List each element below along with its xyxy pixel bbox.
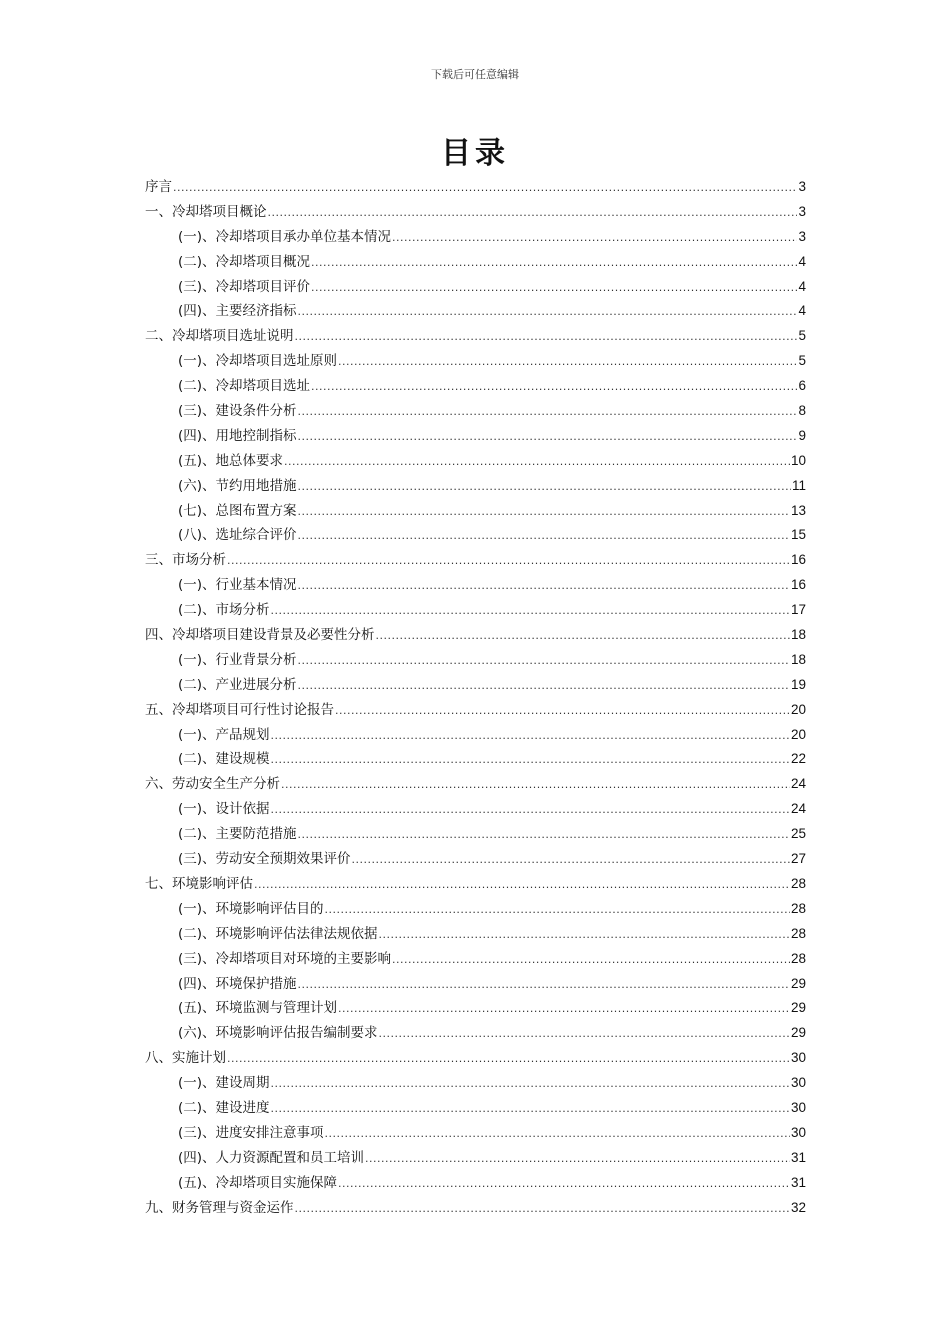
toc-entry-label: (二)、主要防范措施 [178, 826, 297, 843]
toc-entry-page-number: 16 [790, 552, 806, 568]
toc-entry-label: 五、冷却塔项目可行性讨论报告 [145, 701, 334, 718]
toc-entry-page-number: 30 [790, 1075, 806, 1091]
toc-entry-label: (三)、冷却塔项目评价 [178, 278, 311, 295]
toc-entry-label: (三)、冷却塔项目对环境的主要影响 [178, 950, 392, 967]
toc-entry-page-number: 30 [790, 1099, 806, 1115]
toc-entry-label: (二)、冷却塔项目选址 [178, 378, 311, 395]
toc-entry-label: (二)、建设进度 [178, 1099, 270, 1116]
toc-entry-label: (五)、地总体要求 [178, 452, 284, 469]
toc-entry-page-number: 20 [790, 701, 806, 717]
toc-entry-label: 三、市场分析 [145, 552, 226, 569]
table-of-contents [145, 175, 806, 1220]
toc-entry-page-number: 13 [790, 502, 806, 518]
toc-entry-page-number: 22 [790, 751, 806, 767]
toc-dot-leader [298, 425, 798, 450]
toc-entry-label: 四、冷却塔项目建设背景及必要性分析 [145, 627, 375, 644]
toc-entry[interactable] [145, 1196, 806, 1221]
toc-dot-leader [298, 649, 790, 674]
toc-dot-leader [325, 1122, 790, 1147]
toc-entry-page-number: 18 [790, 627, 806, 643]
toc-dot-leader [298, 574, 790, 599]
toc-entry-label: (一)、冷却塔项目承办单位基本情况 [178, 228, 392, 245]
toc-entry-label: (七)、总图布置方案 [178, 502, 297, 519]
toc-entry[interactable] [145, 1171, 806, 1196]
toc-dot-leader [352, 848, 790, 873]
toc-dot-leader [268, 201, 798, 226]
toc-entry[interactable] [145, 250, 806, 275]
toc-entry-page-number: 3 [798, 179, 806, 194]
toc-entry-page-number: 20 [790, 726, 806, 742]
toc-dot-leader [281, 773, 790, 798]
toc-entry[interactable] [145, 1021, 806, 1046]
toc-entry-page-number: 4 [798, 253, 806, 269]
toc-dot-leader [298, 500, 790, 525]
toc-entry-page-number: 4 [798, 278, 806, 294]
toc-dot-leader [338, 1172, 790, 1197]
toc-entry-label: (二)、冷却塔项目概况 [178, 253, 311, 270]
toc-entry-label: 序言 [145, 179, 172, 195]
toc-entry[interactable] [145, 996, 806, 1021]
toc-entry[interactable] [145, 523, 806, 548]
toc-entry-page-number: 3 [798, 203, 806, 219]
toc-dot-leader [392, 226, 797, 251]
toc-entry-page-number: 28 [790, 875, 806, 891]
toc-entry[interactable] [145, 772, 806, 797]
toc-entry-page-number: 18 [790, 651, 806, 667]
toc-entry[interactable] [145, 424, 806, 449]
toc-entry-page-number: 9 [798, 427, 806, 443]
toc-entry-label: (一)、行业基本情况 [178, 577, 297, 594]
toc-entry[interactable] [145, 698, 806, 723]
toc-entry-page-number: 5 [798, 328, 806, 344]
toc-entry-page-number: 4 [798, 303, 806, 319]
toc-entry-page-number: 3 [798, 228, 806, 244]
toc-dot-leader [295, 1197, 790, 1222]
toc-entry[interactable] [145, 200, 806, 225]
toc-entry-label: (一)、行业背景分析 [178, 651, 297, 668]
toc-dot-leader [379, 923, 790, 948]
toc-entry-label: 七、环境影响评估 [145, 875, 253, 892]
toc-entry-label: (六)、环境影响评估报告编制要求 [178, 1025, 378, 1042]
toc-entry-page-number: 17 [790, 602, 806, 618]
toc-entry-page-number: 28 [790, 925, 806, 941]
toc-entry[interactable] [145, 175, 806, 200]
toc-entry[interactable] [145, 972, 806, 997]
toc-entry[interactable] [145, 474, 806, 499]
toc-entry[interactable] [145, 1146, 806, 1171]
toc-dot-leader [311, 251, 797, 276]
toc-entry[interactable] [145, 1046, 806, 1071]
toc-entry-label: (五)、冷却塔项目实施保障 [178, 1174, 338, 1191]
toc-entry[interactable] [145, 275, 806, 300]
toc-entry-page-number: 27 [790, 851, 806, 867]
toc-entry[interactable] [145, 1096, 806, 1121]
toc-entry-page-number: 32 [790, 1199, 806, 1215]
toc-entry-page-number: 29 [790, 1000, 806, 1016]
toc-entry[interactable] [145, 299, 806, 324]
toc-entry[interactable] [145, 648, 806, 673]
toc-entry-label: (五)、环境监测与管理计划 [178, 1000, 338, 1017]
toc-entry-label: 二、冷却塔项目选址说明 [145, 328, 294, 345]
toc-dot-leader [365, 1147, 790, 1172]
toc-entry[interactable] [145, 225, 806, 250]
toc-dot-leader [271, 798, 790, 823]
toc-entry-label: 八、实施计划 [145, 1050, 226, 1067]
toc-dot-leader [298, 973, 790, 998]
toc-entry-label: (二)、环境影响评估法律法规依据 [178, 925, 378, 942]
toc-entry[interactable] [145, 747, 806, 772]
toc-entry-label: 六、劳动安全生产分析 [145, 776, 280, 793]
toc-entry-label: 一、冷却塔项目概论 [145, 203, 267, 220]
toc-entry[interactable] [145, 349, 806, 374]
toc-entry[interactable] [145, 449, 806, 474]
toc-dot-leader [311, 276, 797, 301]
header-note: 下载后可任意编辑 [431, 68, 519, 81]
toc-entry-label: (一)、环境影响评估目的 [178, 900, 324, 917]
toc-entry-label: (三)、建设条件分析 [178, 403, 297, 420]
toc-entry-page-number: 31 [790, 1149, 806, 1165]
toc-entry-label: (一)、建设周期 [178, 1075, 270, 1092]
toc-entry-page-number: 31 [790, 1174, 806, 1190]
toc-dot-leader [379, 1022, 790, 1047]
toc-entry[interactable] [145, 1121, 806, 1146]
toc-entry-page-number: 6 [798, 378, 806, 394]
toc-entry-label: (二)、市场分析 [178, 602, 270, 619]
toc-entry-page-number: 10 [790, 452, 806, 468]
toc-entry-page-number: 30 [790, 1124, 806, 1140]
toc-dot-leader [284, 450, 790, 475]
toc-dot-leader [298, 823, 790, 848]
toc-entry-label: (二)、建设规模 [178, 751, 270, 768]
toc-dot-leader [173, 176, 797, 201]
toc-entry[interactable] [145, 922, 806, 947]
toc-entry-page-number: 29 [790, 1025, 806, 1041]
toc-dot-leader [227, 549, 790, 574]
toc-dot-leader [338, 350, 797, 375]
toc-entry[interactable] [145, 573, 806, 598]
toc-entry[interactable] [145, 598, 806, 623]
toc-dot-leader [376, 624, 790, 649]
toc-dot-leader [271, 1072, 790, 1097]
toc-entry-label: (三)、劳动安全预期效果评价 [178, 851, 351, 868]
toc-entry[interactable] [145, 947, 806, 972]
toc-entry-page-number: 28 [790, 950, 806, 966]
toc-entry-label: (一)、冷却塔项目选址原则 [178, 353, 338, 370]
toc-dot-leader [311, 375, 797, 400]
toc-entry-page-number: 28 [790, 900, 806, 916]
toc-entry-label: (二)、产业进展分析 [178, 676, 297, 693]
toc-entry-label: (一)、产品规划 [178, 726, 270, 743]
toc-entry-page-number: 8 [798, 403, 806, 419]
toc-entry[interactable] [145, 548, 806, 573]
toc-entry[interactable] [145, 1071, 806, 1096]
toc-entry-label: (四)、人力资源配置和员工培训 [178, 1149, 365, 1166]
toc-entry-label: 九、财务管理与资金运作 [145, 1199, 294, 1216]
toc-entry-label: (一)、设计依据 [178, 801, 270, 818]
toc-entry[interactable] [145, 872, 806, 897]
toc-entry-page-number: 19 [790, 676, 806, 692]
toc-dot-leader [271, 724, 790, 749]
toc-entry[interactable] [145, 897, 806, 922]
toc-dot-leader [298, 400, 798, 425]
toc-entry[interactable] [145, 822, 806, 847]
toc-entry-page-number: 5 [798, 353, 806, 369]
toc-dot-leader [298, 524, 790, 549]
toc-entry-label: (三)、进度安排注意事项 [178, 1124, 324, 1141]
toc-dot-leader [298, 674, 790, 699]
toc-entry-page-number: 29 [790, 975, 806, 991]
toc-entry[interactable] [145, 847, 806, 872]
toc-entry-page-number: 30 [790, 1050, 806, 1066]
toc-entry[interactable] [145, 723, 806, 748]
toc-dot-leader [298, 300, 798, 325]
toc-entry-label: (四)、环境保护措施 [178, 975, 297, 992]
toc-dot-leader [338, 997, 790, 1022]
toc-dot-leader [271, 599, 790, 624]
toc-dot-leader [298, 475, 791, 500]
toc-dot-leader [325, 898, 790, 923]
toc-entry-page-number: 25 [790, 826, 806, 842]
toc-entry-page-number: 24 [790, 801, 806, 817]
toc-dot-leader [227, 1047, 790, 1072]
toc-entry[interactable] [145, 499, 806, 524]
toc-entry-label: (六)、节约用地措施 [178, 477, 297, 494]
toc-entry[interactable] [145, 797, 806, 822]
toc-entry-label: (八)、选址综合评价 [178, 527, 297, 544]
toc-entry[interactable] [145, 673, 806, 698]
toc-dot-leader [271, 748, 790, 773]
toc-entry[interactable] [145, 399, 806, 424]
toc-dot-leader [271, 1097, 790, 1122]
toc-title: 目录 [441, 136, 509, 171]
toc-entry-page-number: 15 [790, 527, 806, 543]
toc-dot-leader [254, 873, 790, 898]
toc-dot-leader [295, 325, 798, 350]
toc-entry-label: (四)、主要经济指标 [178, 303, 297, 320]
toc-entry[interactable] [145, 324, 806, 349]
toc-entry-page-number: 11 [791, 477, 806, 493]
toc-entry-page-number: 16 [790, 577, 806, 593]
toc-entry-page-number: 24 [790, 776, 806, 792]
toc-entry-label: (四)、用地控制指标 [178, 427, 297, 444]
toc-dot-leader [392, 948, 790, 973]
toc-dot-leader [335, 699, 790, 724]
toc-entry[interactable] [145, 374, 806, 399]
toc-entry[interactable] [145, 623, 806, 648]
